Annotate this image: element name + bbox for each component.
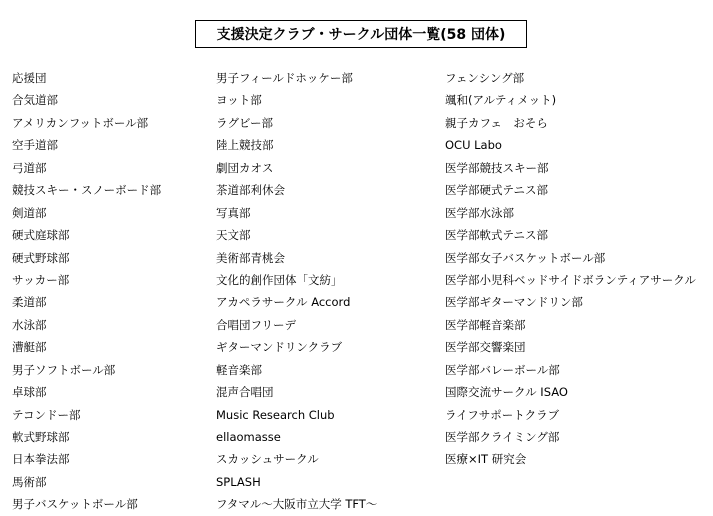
- page-title: 支援決定クラブ・サークル団体一覧(58 団体): [195, 20, 527, 48]
- group-name: 国際交流サークル ISAO: [445, 385, 568, 400]
- group-name: サッカー部: [12, 272, 70, 287]
- group-name: 卓球部: [12, 385, 47, 400]
- group-name: 軽音楽部: [216, 362, 262, 377]
- group-name: 劇団カオス: [216, 160, 274, 175]
- group-name: 空手道部: [12, 138, 58, 153]
- group-name: 水泳部: [12, 317, 47, 332]
- group-name: SPLASH: [216, 474, 261, 489]
- group-name: 男子フィールドホッケー部: [216, 71, 353, 85]
- group-name: 医学部競技スキー部: [445, 160, 549, 175]
- group-name: 男子ソフトボール部: [12, 362, 116, 377]
- group-name: 医学部軽音楽部: [445, 317, 526, 332]
- group-name: 合唱団フリーデ: [216, 317, 297, 332]
- group-name: 医学部バレーボール部: [445, 362, 560, 377]
- group-name: テコンドー部: [12, 407, 81, 422]
- group-name: 剣道部: [12, 205, 47, 220]
- group-name: 医学部ギターマンドリン部: [445, 295, 583, 310]
- group-name: 茶道部利休会: [216, 183, 285, 198]
- group-name: OCU Labo: [445, 138, 502, 153]
- group-name: 合気道部: [12, 93, 58, 108]
- group-name: 美術部青桃会: [216, 250, 285, 265]
- group-list-column-3: [445, 67, 710, 471]
- group-name: 颯和(アルティメット): [445, 93, 557, 108]
- group-name: 医学部水泳部: [445, 205, 514, 220]
- group-name: 親子カフェ おそら: [445, 115, 548, 130]
- group-name: 柔道部: [12, 295, 47, 310]
- group-name: 医学部軟式テニス部: [445, 228, 549, 243]
- group-name: 軟式野球部: [12, 430, 70, 444]
- group-name: フタマル～大阪市立大学 TFT～: [216, 497, 378, 512]
- group-list-column-2: [216, 67, 441, 516]
- group-name: フェンシング部: [445, 71, 525, 85]
- group-name: 応援団: [12, 71, 47, 85]
- group-name: 天文部: [216, 228, 251, 243]
- group-name: ellaomasse: [216, 430, 281, 444]
- group-name: 文化的創作団体「文紡」: [216, 272, 343, 287]
- group-name: 日本拳法部: [12, 452, 70, 467]
- group-name: 陸上競技部: [216, 138, 274, 153]
- group-name: 医療×IT 研究会: [445, 452, 527, 467]
- group-name: アメリカンフットボール部: [12, 115, 149, 130]
- group-name: 医学部硬式テニス部: [445, 183, 549, 198]
- group-name: 競技スキー・スノーボード部: [12, 183, 162, 198]
- group-name: ギターマンドリンクラブ: [216, 340, 343, 355]
- group-name: 硬式野球部: [12, 250, 70, 265]
- group-name: 医学部交響楽団: [445, 340, 526, 355]
- group-name: 馬術部: [12, 474, 47, 489]
- group-name: 弓道部: [12, 160, 47, 175]
- group-name: ヨット部: [216, 93, 262, 108]
- group-name: スカッシュサークル: [216, 452, 319, 467]
- group-name: 混声合唱団: [216, 385, 274, 400]
- group-name: 医学部クライミング部: [445, 430, 560, 444]
- group-name: ラグビー部: [216, 115, 274, 130]
- group-name: 男子バスケットボール部: [12, 497, 138, 512]
- group-name: 漕艇部: [12, 340, 47, 355]
- group-list-column-1: [12, 67, 207, 516]
- group-name: ライフサポートクラブ: [445, 407, 560, 422]
- group-name: 医学部小児科ベッドサイドボランティアサークル: [445, 272, 696, 287]
- group-name: 硬式庭球部: [12, 228, 70, 243]
- group-name: 医学部女子バスケットボール部: [445, 250, 606, 265]
- group-name: 写真部: [216, 205, 251, 220]
- group-name: アカペラサークル Accord: [216, 295, 351, 310]
- group-name: Music Research Club: [216, 407, 335, 422]
